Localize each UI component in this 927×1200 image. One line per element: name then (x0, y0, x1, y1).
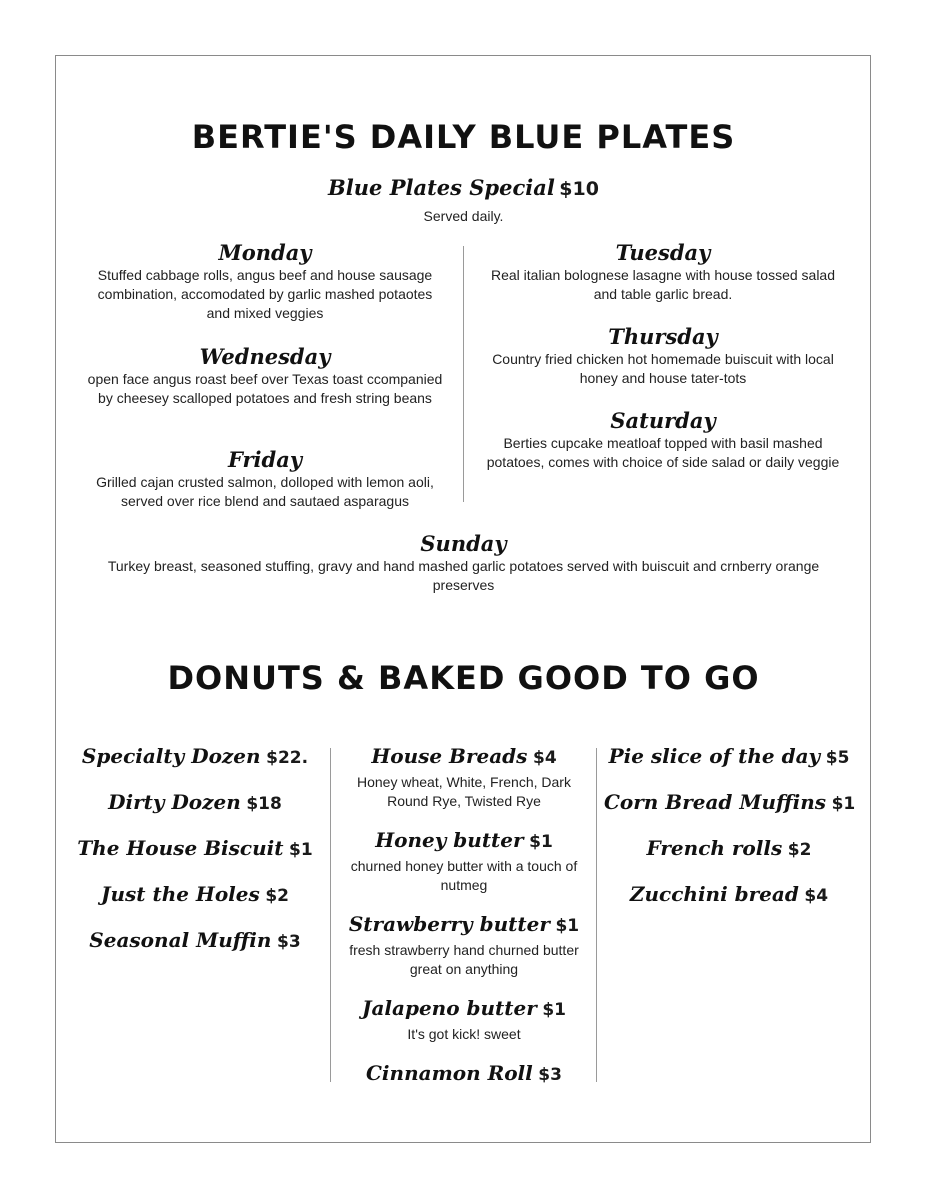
day-description: Turkey breast, seasoned stuffing, gravy and hand mashed garlic potatoes served with buiscuit and crnberry orange preserves (107, 558, 820, 593)
menu-item (70, 835, 320, 863)
menu-item (340, 827, 588, 895)
item-price: $18 (246, 794, 282, 814)
day-title: Saturday (610, 408, 716, 433)
menu-item (604, 789, 854, 817)
item-name: Zucchini bread (629, 882, 799, 906)
item-name: Cinnamon Roll (366, 1061, 533, 1085)
menu-item (340, 995, 588, 1044)
item-name: Strawberry butter (348, 912, 550, 936)
day-description: Country fried chicken hot homemade buiscuit with local honey and house tater-tots (492, 351, 834, 386)
day-saturday (482, 408, 844, 472)
item-price: $2 (787, 840, 812, 860)
menu-item (70, 881, 320, 909)
item-price: $2 (265, 886, 289, 906)
item-price: $5 (825, 748, 850, 768)
item-price: $1 (555, 916, 580, 936)
day-title: Friday (227, 447, 303, 472)
day-description: Grilled cajan crusted salmon, dolloped with lemon aoli, served over rice blend and sautaed asparagus (96, 474, 434, 509)
item-name: Seasonal Muffin (89, 928, 272, 952)
item-price: $1 (542, 1000, 567, 1020)
menu-item (604, 835, 854, 863)
item-price: $22. (266, 748, 309, 768)
day-description: Real italian bolognese lasagne with house tossed salad and table garlic bread. (490, 267, 835, 302)
special-name: Blue Plates Special (328, 175, 555, 200)
blue-plates-title: BERTIE'S DAILY BLUE PLATES (191, 118, 736, 156)
day-thursday (482, 324, 844, 388)
menu-item (340, 911, 588, 979)
item-price: $4 (532, 748, 557, 768)
special-note: Served daily. (423, 208, 504, 224)
item-name: Corn Bread Muffins (604, 790, 826, 814)
day-title: Sunday (420, 531, 507, 556)
day-wednesday (85, 344, 445, 408)
item-price: $1 (289, 840, 313, 860)
menu-item (604, 743, 854, 771)
day-monday (85, 240, 445, 323)
special-price: $10 (559, 178, 599, 200)
menu-item (70, 789, 320, 817)
item-price: $1 (831, 794, 856, 814)
item-description: churned honey butter with a touch of nutmeg (350, 858, 578, 893)
day-title: Monday (218, 240, 312, 265)
donuts-title: DONUTS & BAKED GOOD TO GO (167, 659, 760, 697)
blue-plates-divider (463, 246, 464, 502)
item-description: It's got kick! sweet (407, 1026, 521, 1042)
item-price: $3 (538, 1065, 562, 1085)
day-description: Berties cupcake meatloaf topped with basil mashed potatoes, comes with choice of side salad or daily veggie (486, 435, 840, 470)
day-title: Wednesday (199, 344, 331, 369)
item-name: Pie slice of the day (608, 744, 821, 768)
item-price: $4 (804, 886, 829, 906)
item-name: Dirty Dozen (108, 790, 241, 814)
day-sunday (90, 531, 837, 595)
day-description: open face angus roast beef over Texas toast ccompanied by cheesey scalloped potatoes and fresh string beans (87, 371, 443, 406)
donuts-divider-right (596, 748, 597, 1082)
menu-item (340, 1060, 588, 1088)
item-name: Jalapeno butter (361, 996, 537, 1020)
day-friday (85, 447, 445, 511)
item-name: Specialty Dozen (81, 744, 261, 768)
menu-item (70, 927, 320, 955)
item-description: fresh strawberry hand churned butter great on anything (349, 942, 579, 977)
item-name: The House Biscuit (77, 836, 284, 860)
menu-item (340, 743, 588, 811)
day-tuesday (482, 240, 844, 304)
day-title: Thursday (608, 324, 718, 349)
menu-item (604, 881, 854, 909)
donuts-divider-left (330, 748, 331, 1082)
item-name: Just the Holes (101, 882, 260, 906)
item-name: French rolls (646, 836, 783, 860)
menu-item (70, 743, 320, 771)
item-price: $1 (529, 832, 553, 852)
day-description: Stuffed cabbage rolls, angus beef and house sausage combination, accomodated by garlic mashed potaotes and mixed veggies (97, 267, 433, 321)
item-name: House Breads (371, 744, 528, 768)
item-name: Honey butter (375, 828, 524, 852)
item-price: $3 (277, 932, 301, 952)
day-title: Tuesday (615, 240, 711, 265)
item-description: Honey wheat, White, French, Dark Round Rye, Twisted Rye (357, 774, 571, 809)
special-line (0, 175, 927, 200)
